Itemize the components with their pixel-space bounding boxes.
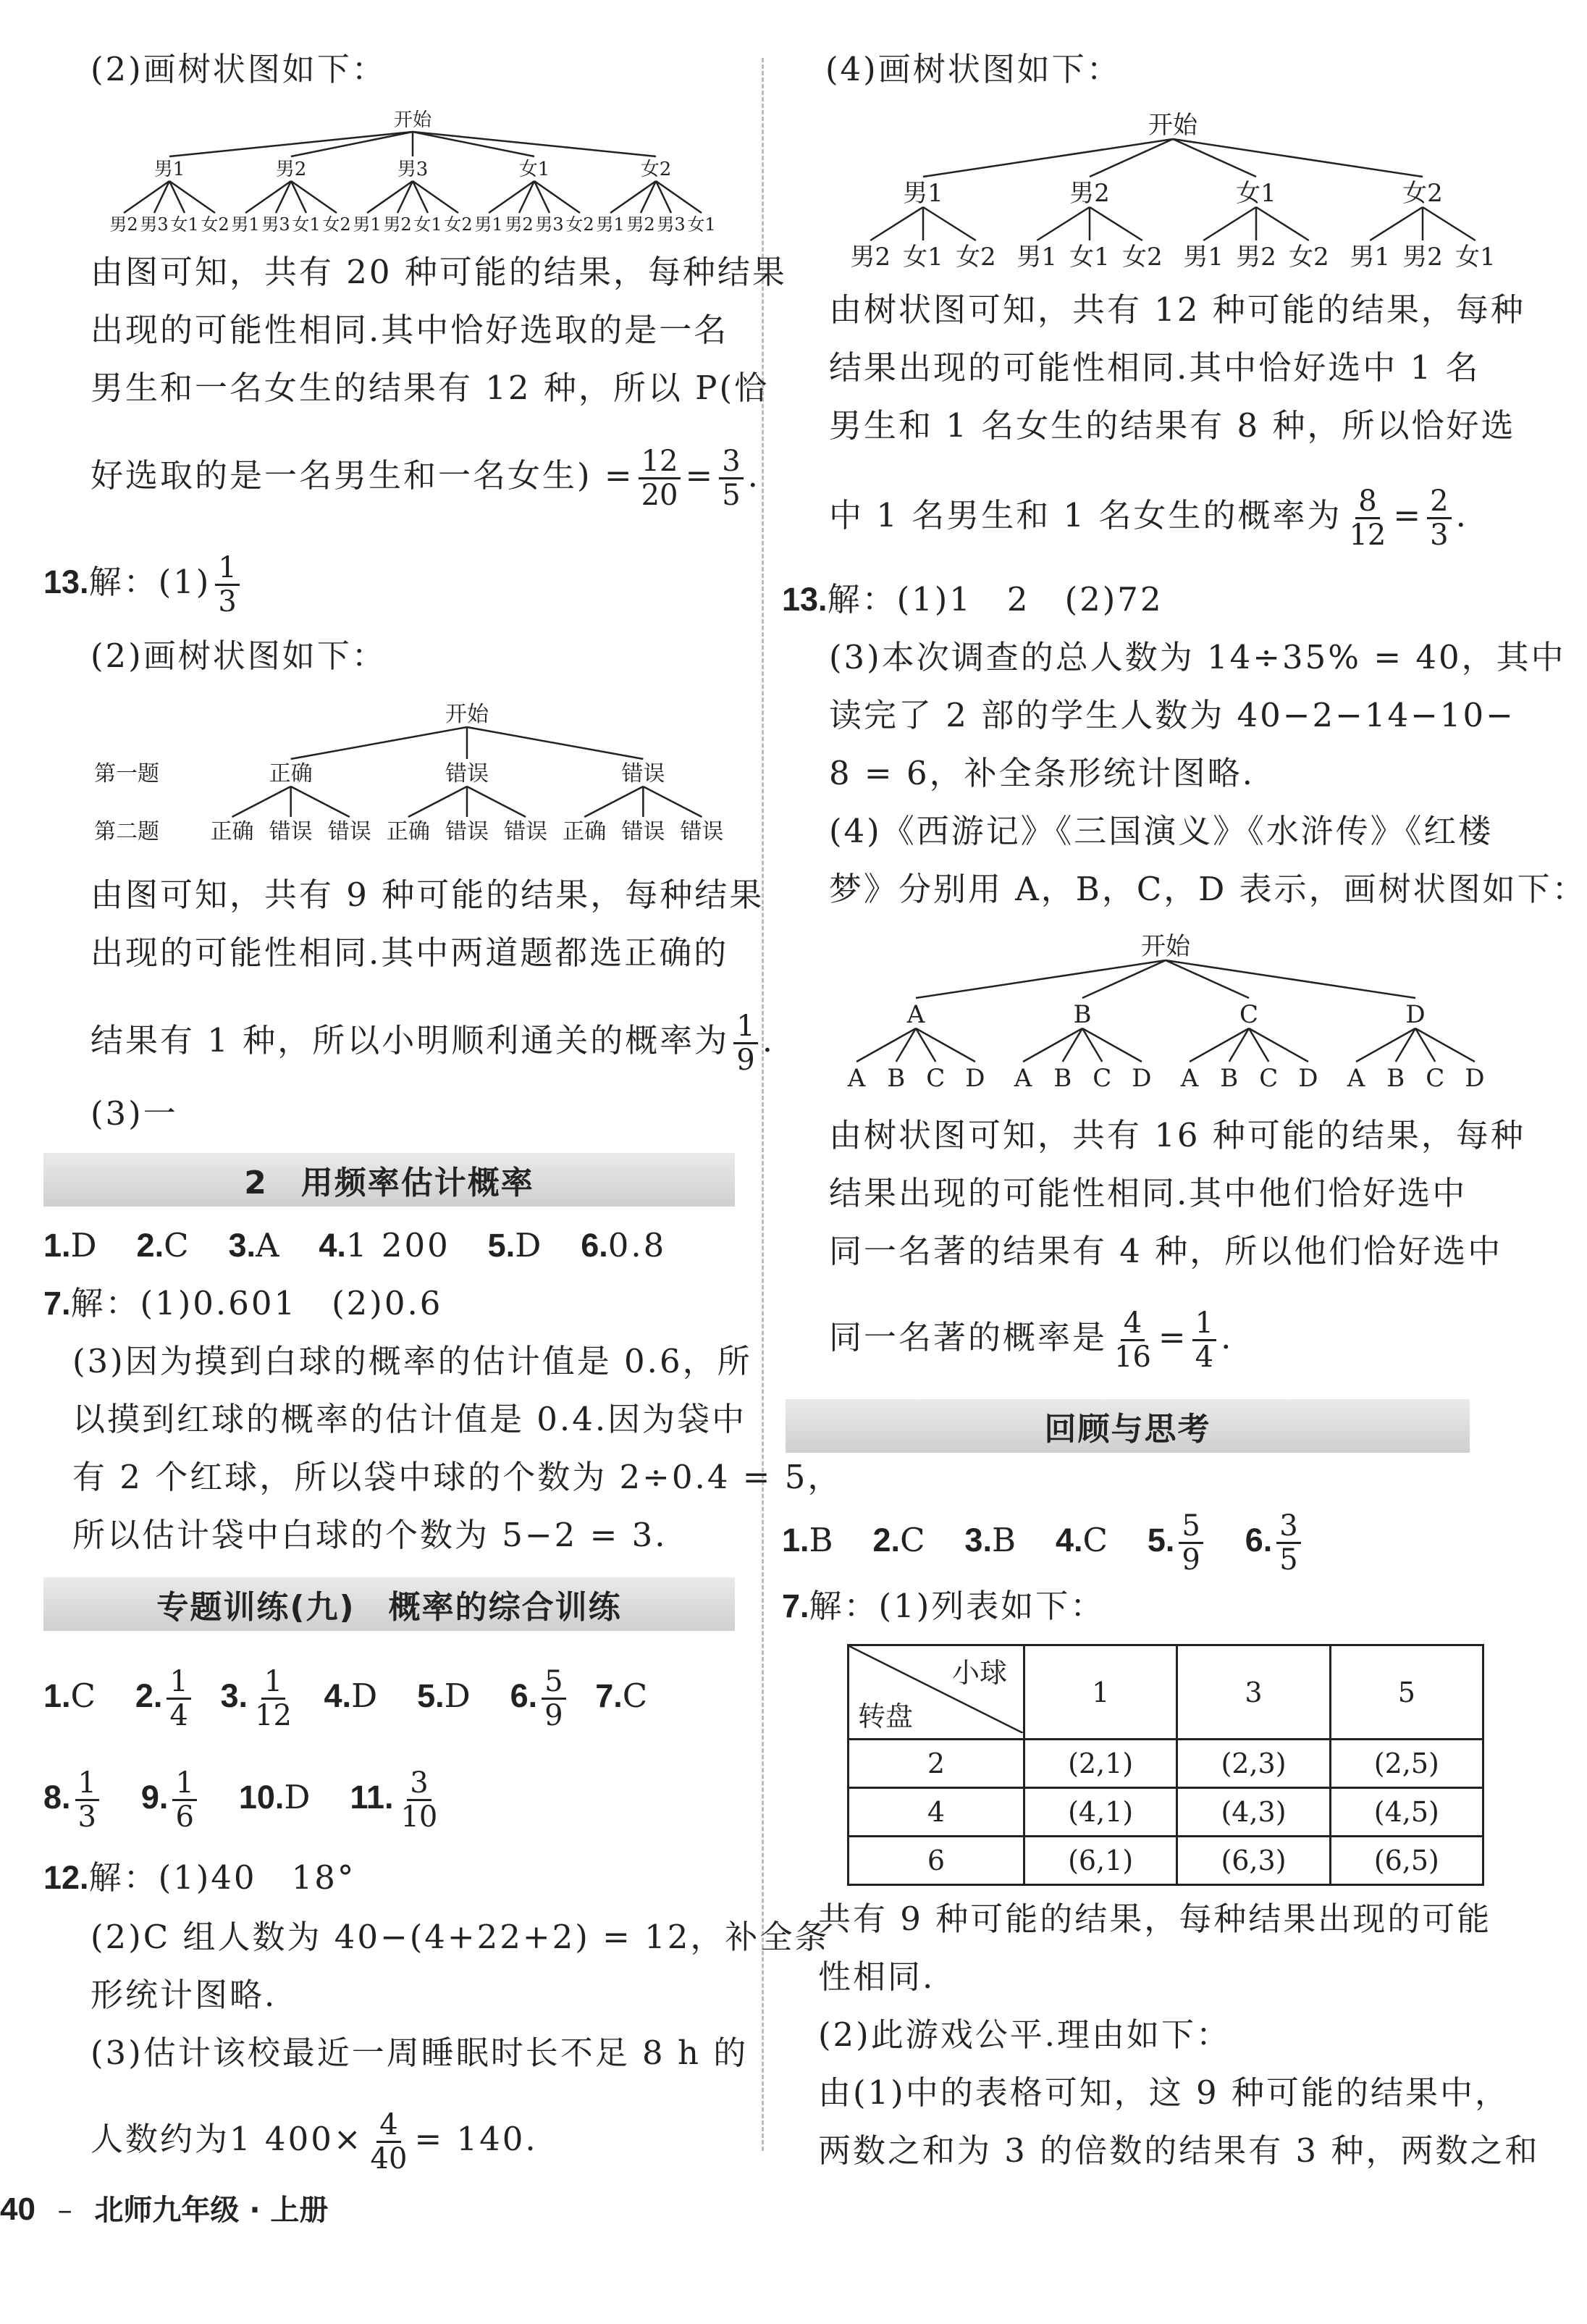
r13-after-line-1: 由树状图可知，共有 16 种可能的结果，每种 [829, 1116, 1525, 1154]
review-answer-row: 1.B 2.C 3.B 4.C 5. $\frac{5}{9}$ 6. $\frac{3}{5}$ [782, 1510, 1305, 1576]
q12-line-2: 出现的可能性相同.其中恰好选取的是一名 [90, 311, 729, 349]
tree-leaf-label: 错误 [445, 819, 489, 844]
q12-line-4: 好选取的是一名男生和一名女生) = $\frac{12}{20}$ = $\frac{3}{5}$ . [90, 445, 760, 512]
tree-row-label-second: 第二题 [94, 819, 159, 844]
tree-leaf-label: 男1 [1350, 243, 1390, 272]
tree-leaf-label: D [1465, 1064, 1485, 1093]
r13-line-2: 读完了 2 部的学生人数为 40−2−14−10− [829, 696, 1515, 734]
tree-branch [408, 786, 467, 817]
q7-line-1: (3)因为摸到白球的概率的估计值是 0.6，所 [72, 1342, 752, 1380]
tree-root-label: 开始 [393, 109, 432, 131]
tree-node-label: 女2 [1402, 179, 1443, 208]
tree-branch [1173, 139, 1423, 177]
r13-answer: 13.解：(1)1 2 (2)72 [782, 580, 1163, 618]
tree-branch [584, 786, 643, 817]
tree-leaf-label: 男1 [231, 214, 260, 235]
tree-leaf-label: 男2 [505, 214, 534, 235]
tree-leaf-label: A [1180, 1064, 1199, 1093]
r7-line-2: 性相同. [818, 1958, 935, 1996]
tree-leaf-label: A [1347, 1064, 1365, 1093]
tree-node-label: 男2 [1069, 179, 1110, 208]
tree-branch [291, 727, 467, 759]
r13-line-1: (3)本次调查的总人数为 14÷35% = 40，其中 [829, 638, 1566, 676]
tree-leaf-label: 女2 [1289, 243, 1329, 272]
answer-row-1: 1.D 2.C 3.A 4.1 200 5.D 6.0.8 [43, 1226, 667, 1264]
r13-line-3: 8 = 6，补全条形统计图略. [829, 754, 1255, 792]
page-number: 40 [0, 2191, 35, 2227]
tree-leaf-label: A [1014, 1064, 1032, 1093]
tree-node-label: 男3 [397, 159, 429, 180]
tree-leaf-label: B [1386, 1064, 1405, 1093]
q12b-answer: 12.解：(1)40 18° [43, 1858, 356, 1897]
page-footer [0, 2187, 328, 2228]
tree-leaf-label: C [1259, 1064, 1279, 1093]
r-part4-line-1: 由树状图可知，共有 12 种可能的结果，每种 [829, 290, 1525, 329]
tree-diagram-1 [109, 109, 717, 243]
tree-leaf-label: 女2 [956, 243, 996, 272]
table-corner-cell [849, 1645, 1024, 1740]
fraction: $\frac{4}{16}$ [1114, 1306, 1151, 1374]
r13-after-line-2: 结果出现的可能性相同.其中他们恰好选中 [829, 1174, 1468, 1212]
tree-row-label-first: 第一题 [94, 761, 159, 786]
q13-answer: 13.解：(1) $\frac{1}{3}$ [43, 552, 244, 618]
fraction: $\frac{12}{20}$ [639, 445, 681, 511]
tree-leaf-label: 正确 [386, 819, 430, 844]
tree-branch [643, 786, 702, 817]
tree-node-label: 男2 [275, 159, 307, 180]
table-corner-bottom: 转盘 [858, 1700, 914, 1732]
tree-branch [1256, 207, 1309, 240]
tree-leaf-label: 男1 [1183, 243, 1224, 272]
table-cell: (2,1) [1024, 1740, 1177, 1788]
tree-leaf-label: 男3 [657, 214, 686, 235]
fraction: $\frac{1}{3}$ [75, 1767, 99, 1833]
q12-line-4-text: 好选取的是一名男生和一名女生) = [90, 456, 634, 495]
table-cell: (6,5) [1330, 1837, 1483, 1885]
tree-node-label: 男1 [903, 179, 943, 208]
table-cell: (6,3) [1177, 1837, 1330, 1885]
tree-node-label: 错误 [445, 761, 489, 786]
tree-leaf-label: 男1 [596, 214, 625, 235]
table-cell: (2,5) [1330, 1740, 1483, 1788]
tree-leaf-label: 错误 [504, 819, 548, 844]
r-part4-line-3: 男生和 1 名女生的结果有 8 种，所以恰好选 [829, 406, 1516, 445]
tree-leaf-label: 女2 [565, 214, 594, 235]
tree-leaf-label: 错误 [269, 819, 313, 844]
q7-line-2: 以摸到红球的概率的估计值是 0.4.因为袋中 [72, 1400, 747, 1438]
fraction: $\frac{1}{9}$ [733, 1010, 757, 1076]
tree-leaf-label: 男1 [353, 214, 382, 235]
r-part4-line-4: 中 1 名男生和 1 名女生的概率为 $\frac{8}{12}$ = $\frac{2}{3}$ . [829, 484, 1468, 552]
tree-leaf-label: C [926, 1064, 946, 1093]
tree-leaf-label: 错误 [680, 819, 724, 844]
r7-answer: 7.解：(1)列表如下： [782, 1587, 1106, 1625]
q12-line-3: 男生和一名女生的结果有 12 种，所以 P(恰 [90, 369, 770, 407]
tree-leaf-label: 女1 [903, 243, 943, 272]
r-part4-line-2: 结果出现的可能性相同.其中恰好选中 1 名 [829, 348, 1481, 387]
tree-diagram-3 [840, 107, 1506, 281]
tree-branch [1370, 207, 1423, 240]
result-table [847, 1644, 1484, 1886]
q13-part2-heading: (2)画树状图如下： [90, 637, 387, 675]
tree-branch [870, 207, 923, 240]
table-row-header: 2 [849, 1740, 1024, 1788]
tree-leaf-label: 女2 [1122, 243, 1163, 272]
q13-line-2: 出现的可能性相同.其中两道题都选正确的 [90, 934, 729, 972]
tree-leaf-label: 错误 [327, 819, 371, 844]
tree-leaf-label: B [1220, 1064, 1239, 1093]
q13-line-3: 结果有 1 种，所以小明顺利通关的概率为 $\frac{1}{9}$ . [90, 1010, 775, 1077]
tree-node-label: 女1 [518, 159, 550, 180]
tree-leaf-label: 男2 [1402, 243, 1443, 272]
fraction: $\frac{1}{6}$ [172, 1767, 196, 1833]
tree-root-label: 开始 [1141, 932, 1190, 961]
q13-line-1: 由图可知，共有 9 种可能的结果，每种结果 [90, 876, 765, 914]
tree-leaf-label: 男3 [261, 214, 290, 235]
tree-leaf-label: 男3 [535, 214, 564, 235]
table-corner-top: 小球 [951, 1657, 1007, 1689]
tree-root-label: 开始 [1148, 111, 1197, 140]
tree-leaf-label: 正确 [563, 819, 607, 844]
tree-leaf-label: 女1 [1455, 243, 1496, 272]
fraction: $\frac{5}{9}$ [542, 1666, 565, 1732]
tree-branch [467, 786, 526, 817]
tree-branch [916, 960, 1166, 998]
q12b-line-1: (2)C 组人数为 40−(4+22+2) = 12，补全条 [90, 1918, 830, 1956]
q7-line-4: 所以估计袋中白球的个数为 5−2 = 3. [72, 1516, 668, 1554]
tree-node-label: 正确 [269, 761, 313, 786]
fraction: $\frac{5}{9}$ [1179, 1510, 1203, 1576]
fraction: $\frac{1}{12}$ [255, 1665, 292, 1732]
tree-branch [413, 132, 656, 156]
table-cell: (4,3) [1177, 1788, 1330, 1837]
r13-after-line-4: 同一名著的概率是 $\frac{4}{16}$ = $\frac{1}{4}$ . [829, 1306, 1234, 1374]
tree-leaf-label: B [887, 1064, 906, 1093]
tree-node-label: B [1073, 1000, 1092, 1029]
r-part4-heading: (4)画树状图如下： [825, 50, 1121, 88]
section-banner-review: 回顾与思考 [786, 1399, 1470, 1453]
tree-leaf-label: 女1 [170, 214, 199, 235]
tree-node-label: 男1 [153, 159, 185, 180]
tree-branch [291, 132, 413, 156]
table-cell: (4,1) [1024, 1788, 1177, 1837]
tree-branch [1090, 207, 1142, 240]
tree-leaf-label: D [1132, 1064, 1152, 1093]
tree-node-label: A [906, 1000, 925, 1029]
r13-after-line-3: 同一名著的结果有 4 种，所以他们恰好选中 [829, 1232, 1503, 1270]
fraction: $\frac{1}{3}$ [215, 552, 239, 618]
tree-leaf-label: D [965, 1064, 985, 1093]
tree-leaf-label: 男1 [1016, 243, 1057, 272]
r7-line-3: (2)此游戏公平.理由如下： [818, 2015, 1232, 2054]
book-title: 北师九年级 · 上册 [94, 2194, 329, 2227]
tree-leaf-label: 女1 [413, 214, 442, 235]
tree-branch [923, 139, 1173, 177]
tree-leaf-label: 男2 [626, 214, 655, 235]
q12b-line-4: 人数约为1 400× $\frac{4}{40}$ = 140. [90, 2108, 538, 2176]
table-cell: (4,5) [1330, 1788, 1483, 1837]
table-col-header: 3 [1177, 1645, 1330, 1740]
tree-leaf-label: 男2 [383, 214, 412, 235]
table-row-header: 4 [849, 1788, 1024, 1837]
table-row-header: 6 [849, 1837, 1024, 1885]
tree-diagram-2 [94, 695, 731, 855]
tree-diagram-4 [833, 928, 1499, 1102]
fraction: $\frac{2}{3}$ [1427, 485, 1451, 551]
tree-branch [169, 132, 413, 156]
tree-branch [467, 727, 643, 759]
q7-line-3: 有 2 个红球，所以袋中球的个数为 2÷0.4 = 5， [72, 1458, 843, 1496]
tree-node-label: 女2 [640, 159, 672, 180]
table-col-header: 5 [1330, 1645, 1483, 1740]
footer-dash: – [57, 2194, 72, 2227]
tree-leaf-label: 女2 [201, 214, 230, 235]
fraction: $\frac{8}{12}$ [1349, 484, 1386, 552]
tree-leaf-label: 女1 [1069, 243, 1110, 272]
tree-leaf-label: 女2 [322, 214, 351, 235]
tree-leaf-label: D [1298, 1064, 1318, 1093]
tree-leaf-label: A [847, 1064, 866, 1093]
r13-line-4: (4)《西游记》《三国演义》《水浒传》《红楼 [829, 812, 1494, 850]
tree-leaf-label: 女2 [444, 214, 473, 235]
q12b-line-2: 形统计图略. [90, 1976, 277, 2014]
tree-branch [1423, 207, 1476, 240]
tree-branch [1037, 207, 1090, 240]
r7-line-5: 两数之和为 3 的倍数的结果有 3 种，两数之和 [818, 2131, 1540, 2170]
r7-line-1: 共有 9 种可能的结果，每种结果出现的可能 [818, 1900, 1492, 1938]
tree-branch [1166, 960, 1415, 998]
fraction: $\frac{1}{4}$ [1192, 1307, 1216, 1373]
table-cell: (6,1) [1024, 1837, 1177, 1885]
tree-branch [923, 207, 976, 240]
q12-part2-heading: (2)画树状图如下： [90, 50, 387, 88]
q7-answer: 7.解：(1)0.601 (2)0.6 [43, 1284, 443, 1322]
tree-leaf-label: 错误 [621, 819, 665, 844]
fraction: $\frac{3}{10}$ [400, 1766, 438, 1834]
tree-branch [291, 786, 350, 817]
tree-node-label: C [1239, 1000, 1259, 1029]
question-number: 13. [43, 563, 89, 600]
tree-leaf-label: 男2 [850, 243, 891, 272]
q13-part3: (3)一 [90, 1094, 178, 1133]
tree-branch [413, 132, 534, 156]
tree-node-label: 女1 [1236, 179, 1276, 208]
fraction: $\frac{3}{5}$ [719, 445, 743, 511]
tree-leaf-label: B [1053, 1064, 1072, 1093]
tree-branch [232, 786, 291, 817]
tree-leaf-label: C [1426, 1064, 1445, 1093]
tree-leaf-label: 男3 [140, 214, 169, 235]
tree-branch [1203, 207, 1256, 240]
table-cell: (2,3) [1177, 1740, 1330, 1788]
fraction: $\frac{1}{4}$ [167, 1666, 190, 1732]
fraction: $\frac{4}{40}$ [370, 2108, 408, 2176]
special-answer-row-1: 1.C 2. $\frac{1}{4}$ 3. $\frac{1}{12}$ 4.D 5.D 6. $\frac{5}{9}$ 7.C [43, 1665, 650, 1732]
tree-leaf-label: 正确 [210, 819, 254, 844]
r7-line-4: 由(1)中的表格可知，这 9 种可能的结果中， [818, 2073, 1510, 2112]
r13-line-5: 梦》分别用 A，B，C，D 表示，画树状图如下： [829, 870, 1587, 908]
tree-leaf-label: 女1 [292, 214, 321, 235]
fraction: $\frac{3}{5}$ [1276, 1510, 1300, 1576]
tree-leaf-label: 男2 [109, 214, 138, 235]
tree-node-label: 错误 [621, 761, 665, 786]
q12b-line-3: (3)估计该校最近一周睡眠时长不足 8 h 的 [90, 2034, 749, 2072]
tree-leaf-label: 女1 [687, 214, 716, 235]
tree-leaf-label: C [1093, 1064, 1112, 1093]
section-banner-special-training: 专题训练(九) 概率的综合训练 [43, 1577, 735, 1631]
special-answer-row-2: 8. $\frac{1}{3}$ 9. $\frac{1}{6}$ 10.D 11. $\frac{3}{10}$ [43, 1767, 445, 1833]
tree-node-label: D [1405, 1000, 1426, 1029]
table-col-header: 1 [1024, 1645, 1177, 1740]
tree-root-label: 开始 [445, 702, 489, 727]
section-banner-frequency: 2 用频率估计概率 [43, 1153, 735, 1207]
tree-leaf-label: 男2 [1236, 243, 1276, 272]
q12-line-1: 由图可知，共有 20 种可能的结果，每种结果 [90, 253, 787, 291]
tree-leaf-label: 男1 [474, 214, 503, 235]
